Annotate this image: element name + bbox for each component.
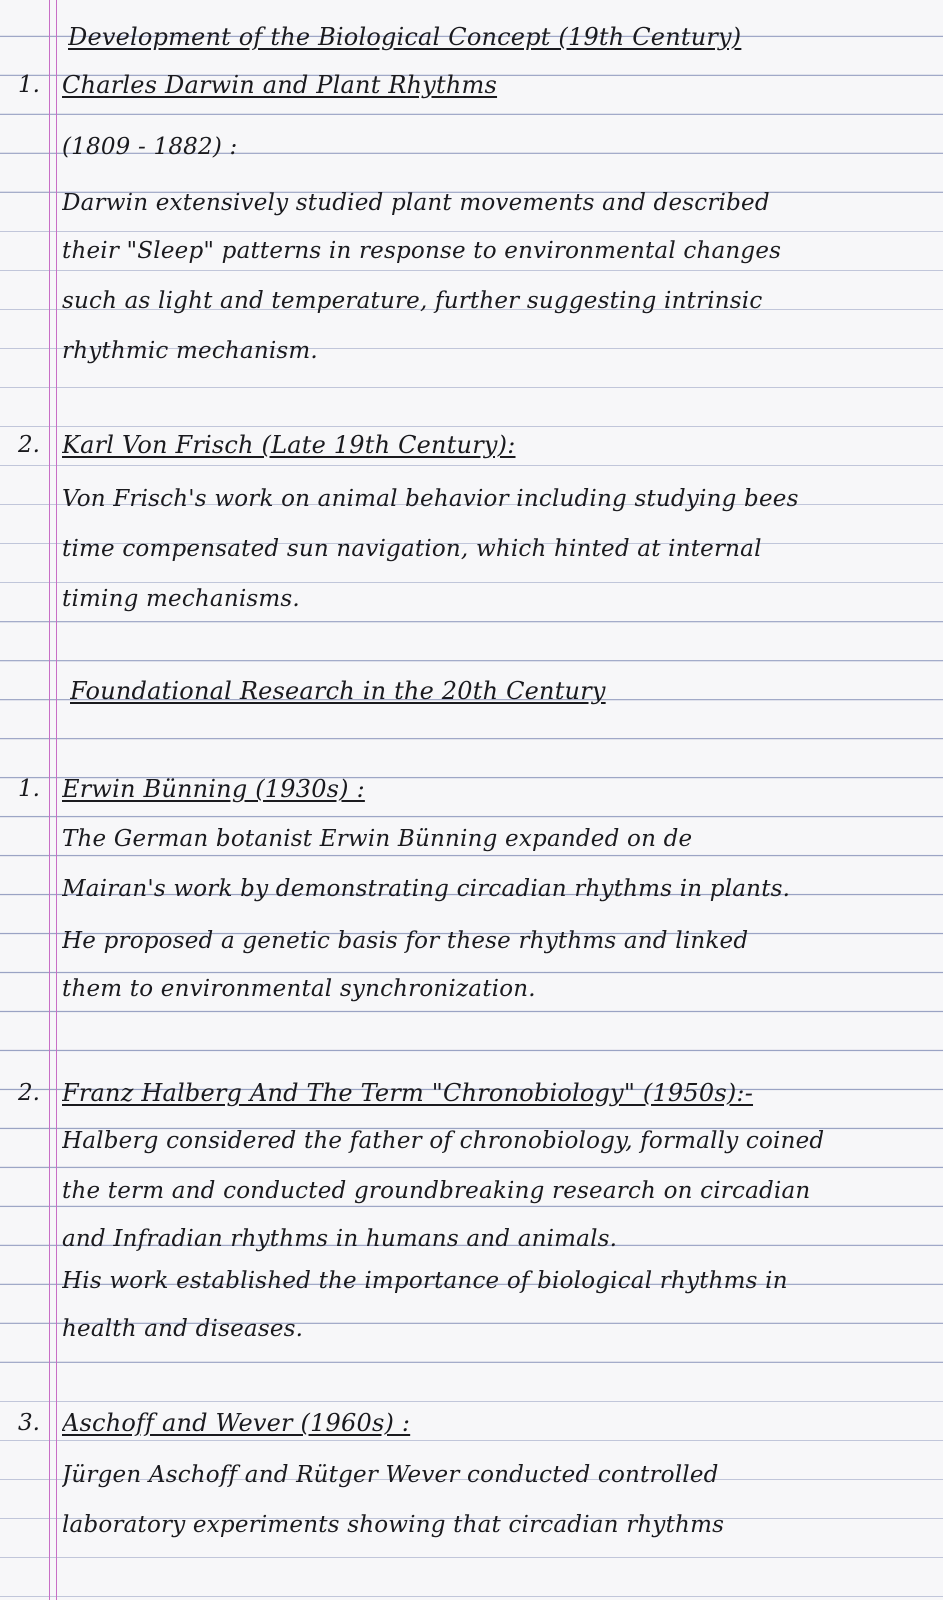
text-line: The German botanist Erwin Bünning expanded on de: [62, 826, 693, 852]
text-line: rhythmic mechanism.: [62, 338, 318, 364]
text-line: such as light and temperature, further suggesting intrinsic: [62, 288, 763, 314]
item-number: 1.: [18, 776, 40, 802]
text-line: Halberg considered the father of chronobiology, formally coined: [62, 1128, 825, 1154]
text-line: the term and conducted groundbreaking research on circadian: [62, 1178, 811, 1204]
item-heading-bunning: Erwin Bünning (1930s) :: [62, 775, 365, 803]
item-heading-halberg: Franz Halberg And The Term "Chronobiology" (1950s):-: [62, 1079, 754, 1107]
text-line: laboratory experiments showing that circadian rhythms: [62, 1512, 725, 1538]
item-heading-aschoff: Aschoff and Wever (1960s) :: [62, 1409, 411, 1437]
text-line: timing mechanisms.: [62, 586, 300, 612]
item-number: 3.: [18, 1410, 40, 1436]
text-line: Jürgen Aschoff and Rütger Wever conducted controlled: [62, 1462, 719, 1488]
item-heading-darwin: Charles Darwin and Plant Rhythms: [62, 71, 498, 99]
text-line: Von Frisch's work on animal behavior including studying bees: [62, 486, 799, 512]
text-line: Darwin extensively studied plant movements and described: [62, 190, 770, 216]
text-line: them to environmental synchronization.: [62, 976, 536, 1002]
item-number: 2.: [18, 432, 40, 458]
margin-line: [49, 0, 50, 1600]
text-line: health and diseases.: [62, 1316, 304, 1342]
text-line: He proposed a genetic basis for these rhythms and linked: [62, 928, 749, 954]
margin-line: [56, 0, 57, 1600]
text-line: their "Sleep" patterns in response to environmental changes: [62, 238, 782, 264]
section-title-20th: Foundational Research in the 20th Century: [70, 677, 606, 705]
text-line: His work established the importance of biological rhythms in: [62, 1268, 788, 1294]
item-number: 1.: [18, 72, 40, 98]
section-title-19th: Development of the Biological Concept (19th Century): [68, 23, 742, 51]
item-years-darwin: (1809 - 1882) :: [62, 134, 238, 160]
item-heading-frisch: Karl Von Frisch (Late 19th Century):: [62, 431, 516, 459]
text-line: time compensated sun navigation, which hinted at internal: [62, 536, 762, 562]
text-line: Mairan's work by demonstrating circadian rhythms in plants.: [62, 876, 791, 902]
item-number: 2.: [18, 1080, 40, 1106]
text-line: and Infradian rhythms in humans and animals.: [62, 1226, 618, 1252]
